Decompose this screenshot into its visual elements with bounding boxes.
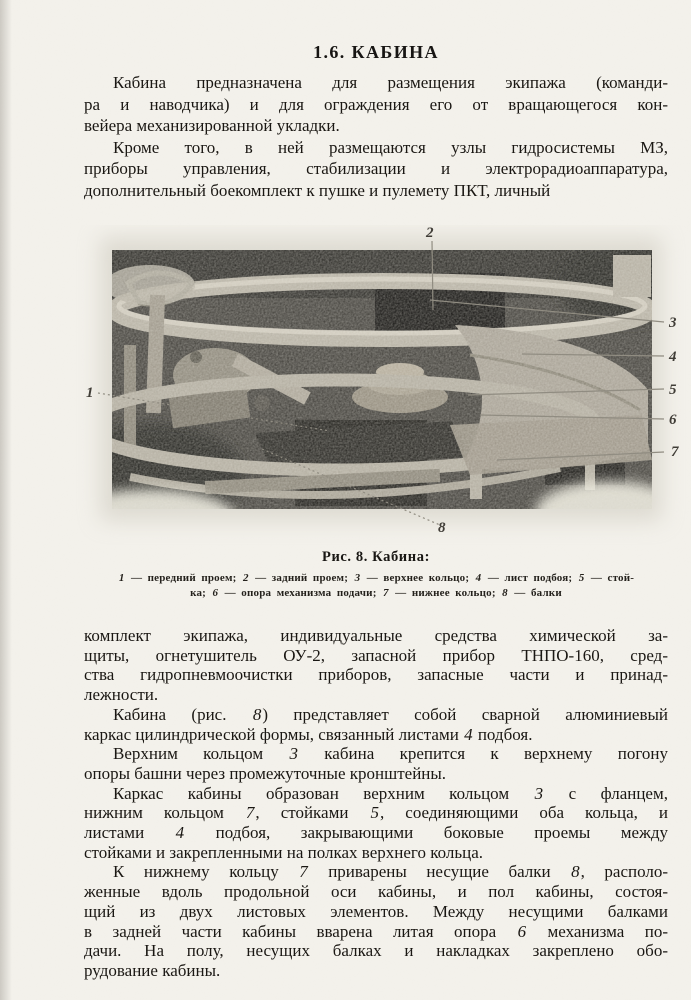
text-line: в задней части кабины вварена литая опора 6 механизма по- xyxy=(84,921,668,941)
paragraph xyxy=(84,705,668,744)
text-line: Кроме того, в ней размещаются узлы гидросистемы МЗ, xyxy=(113,137,668,157)
figure-photo xyxy=(0,225,691,545)
text-line: нижним кольцом 7, стойками 5, соединяющими оба кольца, и xyxy=(84,803,668,823)
callout-1: 1 xyxy=(86,385,94,401)
body-text xyxy=(84,626,668,981)
callout-2: 2 xyxy=(426,225,434,241)
text-line: щиты, огнетушитель ОУ-2, запасной прибор ТНПО-160, сред- xyxy=(84,645,668,665)
figure-legend-line: 1 — передний проем; 2 — задний проем; 3 — верхнее кольцо; 4 — лист подбоя; 5 — стой- xyxy=(118,572,635,584)
text-line: дачи. На полу, несущих балках и накладках закреплено обо- xyxy=(84,941,668,961)
text-line: женные вдоль продольной оси кабины, и пол кабины, состоя- xyxy=(84,882,668,902)
paragraph xyxy=(84,744,668,783)
text-line: дополнительный боекомплект к пушке и пулемету ПКТ, личный xyxy=(84,180,551,200)
text-line: Кабина (рис. 8) представляет собой сварной алюминиевый xyxy=(113,704,669,724)
callout-6: 6 xyxy=(669,412,677,428)
callout-4: 4 xyxy=(669,349,677,365)
text-line: ства гидропневмоочистки приборов, запасные части и принад- xyxy=(84,665,668,685)
paragraph xyxy=(84,626,668,705)
text-line: ра и наводчика) и для ограждения его от вращающегося кон- xyxy=(84,94,668,114)
callout-8: 8 xyxy=(438,520,446,536)
figure-legend xyxy=(64,571,688,600)
callout-7: 7 xyxy=(671,444,679,460)
paragraph xyxy=(84,72,668,137)
text-line: комплект экипажа, индивидуальные средства химической за- xyxy=(84,626,668,645)
text-line: каркас цилиндрической формы, связанный листами 4 подбоя. xyxy=(84,724,533,744)
text-line: рудование кабины. xyxy=(84,960,221,980)
text-line: опоры башни через промежуточные кронштейны. xyxy=(84,763,447,783)
paragraph xyxy=(84,862,668,980)
text-line: щий из двух листовых элементов. Между несущими балками xyxy=(84,901,668,921)
text-line: Каркас кабины образован верхним кольцом 3 с фланцем, xyxy=(113,783,668,803)
section-title: 1.6. КАБИНА xyxy=(313,42,439,62)
text-line: листами 4 подбоя, закрывающими боковые проемы между xyxy=(84,823,668,843)
figure-caption-title: Рис. 8. Кабина: xyxy=(321,549,430,565)
intro-text xyxy=(84,72,668,201)
text-line: К нижнему кольцу 7 приварены несущие балки 8, располо- xyxy=(113,862,669,882)
photo-halftone xyxy=(55,241,691,545)
text-line: приборы управления, стабилизации и электрорадиоаппаратура, xyxy=(84,159,668,178)
paragraph xyxy=(84,137,668,202)
callout-5: 5 xyxy=(669,382,677,398)
text-line: Кабина предназначена для размещения экипажа (команди- xyxy=(113,73,668,92)
text-line: вейера механизированной укладки. xyxy=(84,116,340,135)
text-line: Верхним кольцом 3 кабина крепится к верхнему погону xyxy=(113,744,668,764)
text-line: стойками и закрепленными на полках верхнего кольца. xyxy=(84,842,484,862)
figure-legend-line: ка; 6 — опора механизма подачи; 7 — нижнее кольцо; 8 — балки xyxy=(190,586,562,599)
paragraph xyxy=(84,784,668,863)
callout-3: 3 xyxy=(669,315,677,331)
text-line: лежности. xyxy=(84,685,159,705)
